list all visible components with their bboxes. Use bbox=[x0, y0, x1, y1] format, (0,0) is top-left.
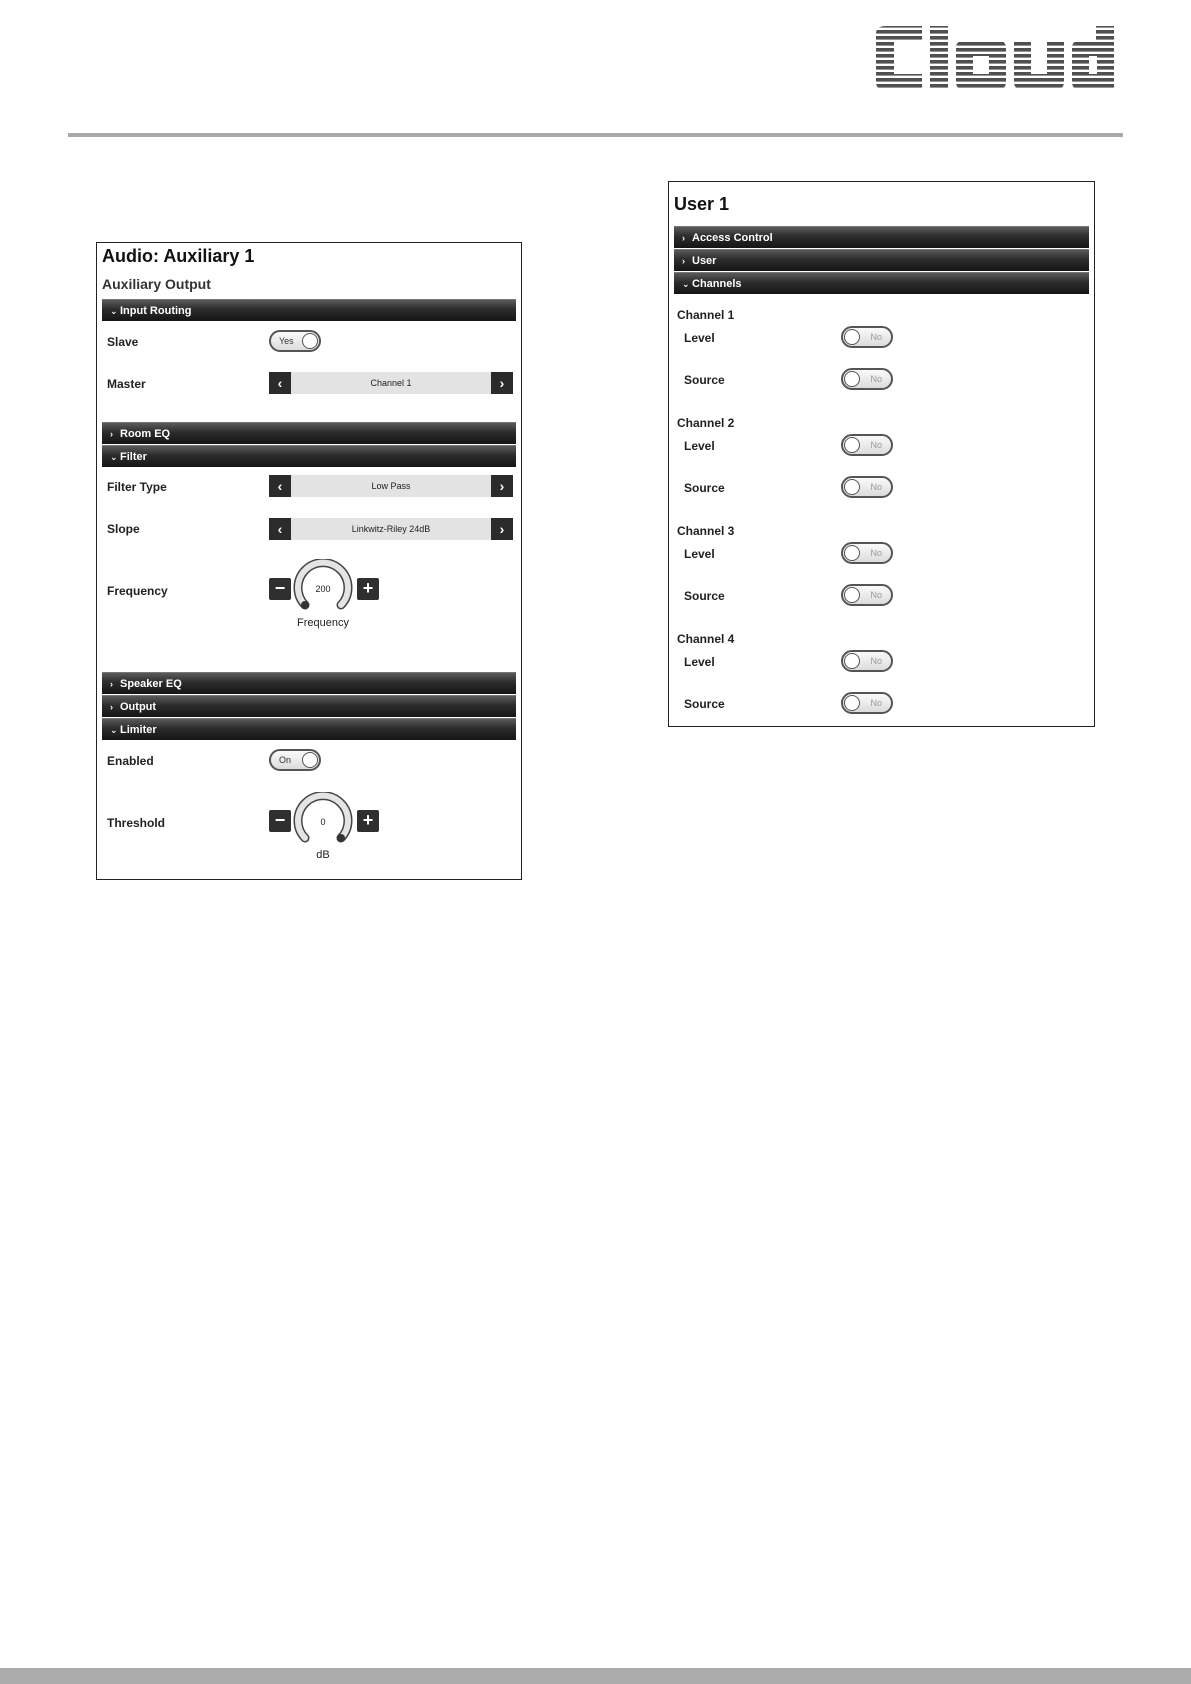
chevron-right-icon: › bbox=[682, 256, 685, 266]
toggle-knob bbox=[844, 329, 860, 345]
chevron-right-icon: › bbox=[499, 478, 505, 494]
threshold-label: Threshold bbox=[107, 816, 166, 830]
toggle-knob bbox=[844, 437, 860, 453]
section-access-control[interactable] bbox=[674, 226, 1089, 248]
section-user[interactable] bbox=[674, 249, 1089, 271]
section-speaker-eq[interactable] bbox=[102, 672, 516, 694]
slave-label: Slave bbox=[107, 335, 139, 349]
source-toggle[interactable] bbox=[841, 692, 893, 714]
toggle-text: No bbox=[870, 440, 882, 450]
section-subtitle: Auxiliary Output bbox=[102, 276, 211, 292]
section-channels[interactable] bbox=[674, 272, 1089, 294]
section-label: Access Control bbox=[692, 232, 773, 244]
section-label: Speaker EQ bbox=[120, 678, 182, 690]
previous-button[interactable] bbox=[269, 372, 291, 394]
section-label: Limiter bbox=[120, 724, 157, 736]
toggle-text: No bbox=[870, 698, 882, 708]
section-label: Room EQ bbox=[120, 428, 171, 440]
level-label: Level bbox=[684, 547, 715, 561]
source-label: Source bbox=[684, 589, 725, 603]
user-panel bbox=[668, 181, 1095, 727]
channel-heading: Channel 1 bbox=[677, 308, 735, 322]
section-label: Filter bbox=[120, 451, 147, 463]
level-label: Level bbox=[684, 655, 715, 669]
header-rule bbox=[68, 133, 1123, 137]
section-filter[interactable] bbox=[102, 445, 516, 467]
toggle-text: No bbox=[870, 590, 882, 600]
toggle-knob bbox=[844, 695, 860, 711]
footer-bar bbox=[0, 1668, 1191, 1684]
frequency-value: 200 bbox=[315, 584, 331, 594]
audio-auxiliary-panel bbox=[96, 242, 522, 880]
chevron-left-icon: ‹ bbox=[277, 478, 283, 494]
toggle-knob bbox=[844, 371, 860, 387]
section-label: User bbox=[692, 255, 717, 267]
toggle-knob bbox=[844, 587, 860, 603]
chevron-right-icon: › bbox=[499, 375, 505, 391]
section-room-eq[interactable] bbox=[102, 422, 516, 444]
chevron-right-icon: › bbox=[682, 233, 685, 243]
level-toggle[interactable] bbox=[841, 650, 893, 672]
master-label: Master bbox=[107, 377, 146, 391]
toggle-text: No bbox=[870, 332, 882, 342]
section-label: Input Routing bbox=[120, 305, 192, 317]
toggle-knob bbox=[844, 479, 860, 495]
master-value: Channel 1 bbox=[370, 378, 412, 388]
toggle-text: No bbox=[870, 656, 882, 666]
threshold-knob[interactable] bbox=[293, 792, 353, 852]
frequency-decrease-button[interactable]: − bbox=[269, 578, 291, 600]
level-toggle[interactable] bbox=[841, 326, 893, 348]
chevron-left-icon: ‹ bbox=[277, 521, 283, 537]
threshold-unit: dB bbox=[316, 849, 330, 861]
toggle-text: No bbox=[870, 482, 882, 492]
chevron-right-icon: › bbox=[499, 521, 505, 537]
toggle-knob bbox=[302, 333, 318, 349]
enabled-toggle[interactable] bbox=[269, 749, 321, 771]
previous-button[interactable] bbox=[269, 475, 291, 497]
source-toggle[interactable] bbox=[841, 368, 893, 390]
filter-type-label: Filter Type bbox=[107, 480, 167, 494]
enabled-label: Enabled bbox=[107, 754, 154, 768]
filter-type-selector bbox=[269, 475, 513, 497]
toggle-knob bbox=[302, 752, 318, 768]
source-label: Source bbox=[684, 697, 725, 711]
toggle-text: No bbox=[870, 548, 882, 558]
toggle-text: No bbox=[870, 374, 882, 384]
chevron-down-icon: ⌄ bbox=[110, 725, 118, 735]
slope-label: Slope bbox=[107, 522, 140, 536]
frequency-label: Frequency bbox=[107, 584, 168, 598]
source-label: Source bbox=[684, 481, 725, 495]
chevron-right-icon: › bbox=[110, 679, 113, 689]
section-limiter[interactable] bbox=[102, 718, 516, 740]
source-toggle[interactable] bbox=[841, 584, 893, 606]
threshold-increase-button[interactable]: + bbox=[357, 810, 379, 832]
frequency-unit: Frequency bbox=[297, 617, 349, 629]
chevron-right-icon: › bbox=[110, 702, 113, 712]
frequency-knob[interactable] bbox=[293, 559, 353, 619]
toggle-text: Yes bbox=[279, 336, 294, 346]
section-label: Output bbox=[120, 701, 157, 713]
slope-selector bbox=[269, 518, 513, 540]
previous-button[interactable] bbox=[269, 518, 291, 540]
toggle-knob bbox=[844, 653, 860, 669]
master-selector bbox=[269, 372, 513, 394]
next-button[interactable] bbox=[491, 518, 513, 540]
chevron-left-icon: ‹ bbox=[277, 375, 283, 391]
chevron-down-icon: ⌄ bbox=[682, 279, 690, 289]
frequency-increase-button[interactable]: + bbox=[357, 578, 379, 600]
section-input-routing[interactable] bbox=[102, 299, 516, 321]
section-label: Channels bbox=[692, 278, 742, 290]
next-button[interactable] bbox=[491, 372, 513, 394]
threshold-decrease-button[interactable]: − bbox=[269, 810, 291, 832]
threshold-value: 0 bbox=[320, 817, 326, 827]
channel-heading: Channel 4 bbox=[677, 632, 735, 646]
source-toggle[interactable] bbox=[841, 476, 893, 498]
page-title: User 1 bbox=[674, 194, 730, 214]
channel-heading: Channel 2 bbox=[677, 416, 735, 430]
chevron-right-icon: › bbox=[110, 429, 113, 439]
next-button[interactable] bbox=[491, 475, 513, 497]
level-label: Level bbox=[684, 331, 715, 345]
level-toggle[interactable] bbox=[841, 542, 893, 564]
chevron-down-icon: ⌄ bbox=[110, 306, 118, 316]
chevron-down-icon: ⌄ bbox=[110, 452, 118, 462]
filter-type-value: Low Pass bbox=[371, 481, 411, 491]
toggle-text: On bbox=[279, 755, 292, 765]
page-title: Audio: Auxiliary 1 bbox=[102, 246, 255, 266]
section-output[interactable] bbox=[102, 695, 516, 717]
toggle-knob bbox=[844, 545, 860, 561]
cloud-logo bbox=[872, 24, 1118, 92]
slope-value: Linkwitz-Riley 24dB bbox=[351, 524, 431, 534]
source-label: Source bbox=[684, 373, 725, 387]
channel-heading: Channel 3 bbox=[677, 524, 735, 538]
slave-toggle[interactable] bbox=[269, 330, 321, 352]
level-toggle[interactable] bbox=[841, 434, 893, 456]
level-label: Level bbox=[684, 439, 715, 453]
